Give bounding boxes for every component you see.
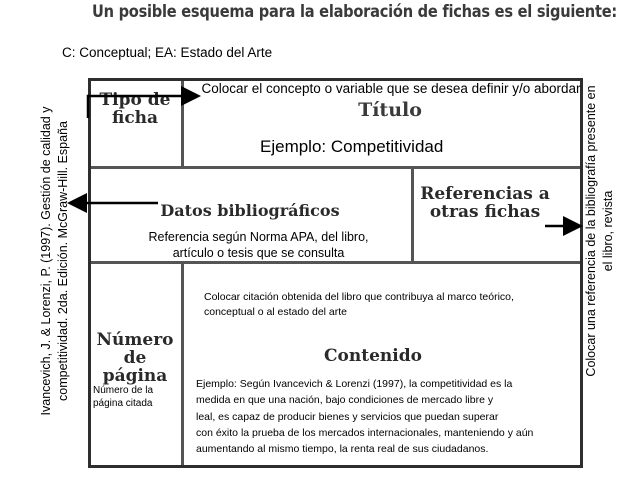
contenido-example-line-3: leal, es capaz de producir bienes y servicios que puedan superar [196, 410, 499, 423]
left-citation-line-2: competitividad. 2da. Edición. McGraw-Hill. España [56, 121, 70, 401]
contenido-example-line-1: Ejemplo: Según Ivancevich & Lorenzi (1997), la competitividad es la [196, 378, 513, 390]
titulo-label: Título [358, 99, 422, 121]
contenido-example-line-2: medida en que una nación, bajo condiciones de mercado libre y [196, 394, 494, 407]
tipo-label-line-1: Tipo de [99, 90, 171, 110]
legend-text: C: Conceptual; EA: Estado del Arte [62, 45, 273, 60]
numero-label-line-2: de página [102, 347, 168, 386]
contenido-example-line-5: aumentando al mismo tiempo, la renta real de sus ciudadanos. [196, 443, 489, 456]
datos-note: Referencia según Norma APA, del libro, artículo o tesis que se consulta [148, 230, 369, 261]
tipo-label-line-2: ficha [111, 107, 159, 128]
contenido-example-line-4: con éxito la prueba de los mercados internacionales, manteniendo y aún [196, 426, 534, 439]
numero-note: Número de la página citada [93, 385, 154, 409]
referencias-label-line-1: Referencias a [420, 184, 550, 204]
page-heading: Un posible esquema para la elaboración de fichas es el siguiente: [92, 2, 617, 22]
contenido-label: Contenido [324, 346, 422, 366]
right-note-line-2: el libro, revista [601, 190, 615, 272]
titulo-note: Colocar el concepto o variable que se desea definir y/o abordar [201, 81, 581, 96]
left-citation-line-1: Ivancevich, J. & Lorenzi, P. (1997). Gestión de calidad y [39, 106, 53, 416]
datos-label: Datos bibliográficos [160, 201, 340, 220]
numero-label-line-1: Número [96, 330, 174, 350]
contenido-note: Colocar citación obtenida del libro que contribuya al marco teórico, conceptual o al estado del arte [204, 291, 514, 319]
tipo-arrow [88, 96, 196, 118]
referencias-label-line-2: otras fichas [429, 201, 541, 222]
titulo-example: Ejemplo: Competitividad [260, 137, 444, 156]
right-note-line-1: Colocar una referencia de la bibliografía presente en [584, 85, 598, 377]
